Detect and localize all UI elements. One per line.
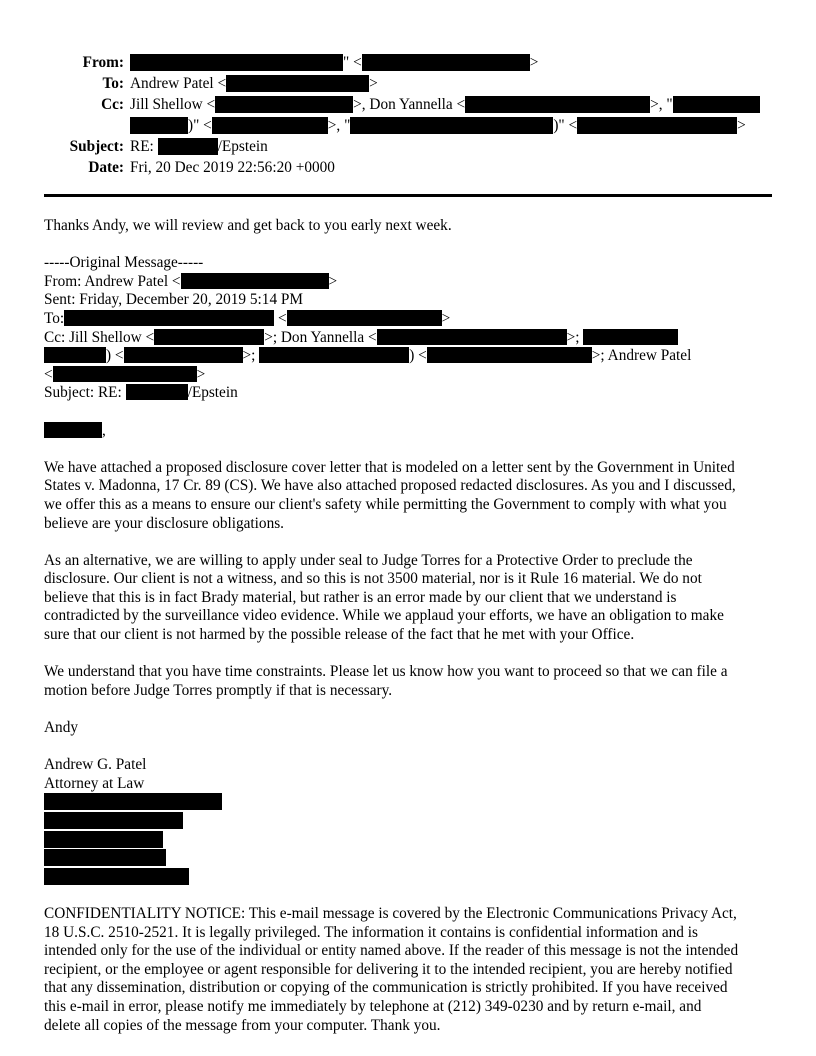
email-body-line — [44, 682, 776, 701]
text-segment: > — [196, 365, 206, 383]
email-body-line — [44, 552, 776, 571]
redaction-bar — [465, 96, 650, 113]
text-segment: Thanks Andy, we will review and get back to you early next week. — [44, 217, 452, 234]
text-segment: ) < — [106, 347, 124, 365]
text-segment: Jill Shellow < — [130, 96, 216, 113]
text-segment: Subject: RE: — [44, 384, 126, 402]
email-body-line — [44, 310, 776, 329]
header-row — [44, 73, 776, 94]
email-body-line — [44, 589, 776, 608]
text-segment: believe are your disclosure obligations. — [44, 514, 285, 532]
header-field-value — [124, 52, 538, 73]
redaction-bar — [64, 310, 274, 326]
text-segment: >, Don Yannella < — [353, 96, 466, 113]
email-body-line — [44, 607, 776, 626]
email-body-line — [44, 775, 776, 794]
redaction-bar — [673, 96, 760, 113]
text-segment: > — [328, 272, 338, 290]
text-segment: 18 U.S.C. 2510-2521. It is legally privileged. The information it contains is confidential information and is — [44, 923, 698, 941]
text-segment: delete all copies of the message from your computer. Thank you. — [44, 1016, 441, 1034]
text-segment: >; Andrew Patel — [591, 347, 692, 365]
email-body-line — [44, 663, 776, 682]
text-segment: this e-mail in error, please notify me immediately by telephone at (212) 349-0230 and by return e-mail, and — [44, 997, 702, 1015]
email-body — [44, 217, 776, 1035]
email-body-line — [44, 849, 776, 868]
redaction-bar — [44, 849, 166, 866]
email-body-line — [44, 831, 776, 850]
text-segment: > — [369, 75, 378, 92]
email-body-line — [44, 515, 776, 534]
email-body-line — [44, 384, 776, 403]
email-body-line — [44, 459, 776, 478]
redaction-bar — [130, 54, 343, 71]
email-body-line — [44, 998, 776, 1017]
email-body-line — [44, 347, 776, 366]
header-field-value — [124, 157, 335, 178]
text-segment: /Epstein — [187, 384, 238, 402]
header-field-value — [124, 73, 378, 94]
text-segment: >; — [566, 328, 584, 346]
email-body-line — [44, 366, 776, 385]
header-value-line — [130, 94, 760, 115]
header-field-label: Subject: — [69, 138, 124, 155]
text-segment: intended only for the use of the individual or entity named above. If the reader of this message is not the intended — [44, 942, 739, 960]
email-body-line — [44, 1017, 776, 1036]
redaction-bar — [577, 117, 737, 134]
header-separator-rule — [44, 194, 772, 197]
text-segment: CONFIDENTIALITY NOTICE: This e-mail message is covered by the Electronic Communications Privacy Act, — [44, 904, 737, 922]
header-row — [44, 52, 776, 73]
header-field-label: Date: — [88, 159, 124, 176]
redaction-bar — [181, 273, 329, 289]
text-segment: To: — [44, 309, 65, 327]
redaction-bar — [44, 793, 222, 810]
email-body-line — [44, 812, 776, 831]
redaction-bar — [44, 831, 163, 848]
redaction-bar — [427, 347, 592, 363]
header-value-line — [130, 52, 538, 73]
redaction-bar — [53, 366, 197, 382]
text-segment: recipient, or the employee or agent responsible for delivering it to the intended recipient, you are hereby notified — [44, 960, 733, 978]
text-segment: States v. Madonna, 17 Cr. 89 (CS). We have also attached proposed redacted disclosures. As you and I discussed, — [44, 477, 736, 495]
text-segment: We understand that you have time constraints. Please let us know how you want to proceed so that we can file a — [44, 663, 728, 681]
header-row — [44, 94, 776, 136]
email-body-line — [44, 961, 776, 980]
header-value-line — [130, 115, 760, 136]
email-body-line — [44, 645, 776, 664]
redaction-bar — [158, 138, 218, 155]
text-segment: we offer this as a means to ensure our client's safety while permitting the Government to comply with what you — [44, 495, 727, 513]
redaction-bar — [583, 329, 678, 345]
text-segment: believe that this is in fact Brady material, but rather is an error made by our client that we understand is — [44, 588, 677, 606]
header-field-label: From: — [82, 54, 124, 71]
redaction-bar — [226, 75, 369, 92]
text-segment: Fri, 20 Dec 2019 22:56:20 +0000 — [130, 159, 335, 176]
text-segment: > — [529, 54, 539, 71]
header-value-line — [130, 136, 268, 157]
email-body-line — [44, 626, 776, 645]
text-segment: motion before Judge Torres promptly if that is necessary. — [44, 681, 393, 699]
text-segment: < — [44, 365, 53, 383]
redaction-bar — [130, 117, 188, 134]
text-segment: )" < — [188, 117, 212, 134]
email-body-line — [44, 756, 776, 775]
text-segment: >; Don Yannella < — [264, 328, 377, 346]
text-segment: Andy — [44, 719, 78, 737]
text-segment: sure that our client is not harmed by the possible release of the fact that he met with your Office. — [44, 626, 635, 644]
redaction-bar — [44, 868, 189, 885]
text-segment: that any dissemination, distribution or copying of the communication is strictly prohibited. If you have received — [44, 979, 728, 997]
email-body-line — [44, 254, 776, 273]
email-body-line — [44, 273, 776, 292]
email-body-line — [44, 440, 776, 459]
email-body-line — [44, 700, 776, 719]
email-body-line — [44, 924, 776, 943]
text-segment: Andrew G. Patel — [44, 756, 147, 774]
email-body-line — [44, 719, 776, 738]
text-segment: As an alternative, we are willing to apply under seal to Judge Torres for a Protective Order to preclude the — [44, 551, 693, 569]
text-segment: >, " — [327, 117, 351, 134]
email-body-line — [44, 477, 776, 496]
email-body-line — [44, 236, 776, 255]
text-segment: > — [441, 309, 451, 327]
email-body-line — [44, 422, 776, 441]
redaction-bar — [350, 117, 553, 134]
text-segment: Attorney at Law — [44, 774, 145, 792]
text-segment: contradicted by the surveillance video evidence. While we applaud your efforts, we have an obligation to make — [44, 607, 724, 625]
text-segment: > — [737, 117, 746, 134]
text-segment: -----Original Message----- — [44, 254, 204, 272]
text-segment: RE: — [130, 138, 158, 155]
redaction-bar — [126, 384, 188, 400]
redaction-bar — [362, 54, 530, 71]
header-field-label: Cc: — [101, 96, 124, 113]
redaction-bar — [259, 347, 409, 363]
text-segment: < — [274, 309, 287, 327]
email-body-line — [44, 570, 776, 589]
email-body-line — [44, 868, 776, 887]
text-segment: From: Andrew Patel < — [44, 272, 181, 290]
redaction-bar — [154, 329, 264, 345]
text-segment: >, " — [650, 96, 673, 113]
email-body-line — [44, 217, 776, 236]
email-body-line — [44, 291, 776, 310]
redaction-bar — [124, 347, 243, 363]
text-segment: " < — [343, 54, 362, 71]
email-body-line — [44, 496, 776, 515]
email-body-line — [44, 886, 776, 905]
header-value-line — [130, 157, 335, 178]
header-field-label: To: — [102, 75, 124, 92]
redaction-bar — [215, 96, 353, 113]
header-value-line — [130, 73, 378, 94]
email-body-line — [44, 329, 776, 348]
email-body-line — [44, 738, 776, 757]
text-segment: We have attached a proposed disclosure cover letter that is modeled on a letter sent by the Government in United — [44, 458, 735, 476]
text-segment: , — [102, 421, 106, 439]
header-row — [44, 157, 776, 178]
redaction-bar — [287, 310, 442, 326]
redaction-bar — [212, 117, 328, 134]
text-segment: ) < — [409, 347, 427, 365]
text-segment: )" < — [553, 117, 578, 134]
header-field-value — [124, 136, 268, 157]
redaction-bar — [377, 329, 567, 345]
redaction-bar — [44, 422, 102, 438]
redaction-bar — [44, 812, 183, 829]
header-field-value — [124, 94, 760, 136]
email-header — [44, 52, 776, 178]
text-segment: /Epstein — [217, 138, 268, 155]
text-segment: Andrew Patel < — [130, 75, 227, 92]
header-row — [44, 136, 776, 157]
text-segment: disclosure. Our client is not a witness, and so this is not 3500 material, nor is it Rule 16 material. We do not — [44, 570, 702, 588]
text-segment: Sent: Friday, December 20, 2019 5:14 PM — [44, 291, 304, 309]
email-body-line — [44, 403, 776, 422]
text-segment: >; — [242, 347, 260, 365]
email-body-line — [44, 793, 776, 812]
text-segment: Cc: Jill Shellow < — [44, 328, 155, 346]
email-body-line — [44, 905, 776, 924]
redaction-bar — [44, 347, 106, 363]
email-body-line — [44, 979, 776, 998]
email-body-line — [44, 533, 776, 552]
email-body-line — [44, 942, 776, 961]
